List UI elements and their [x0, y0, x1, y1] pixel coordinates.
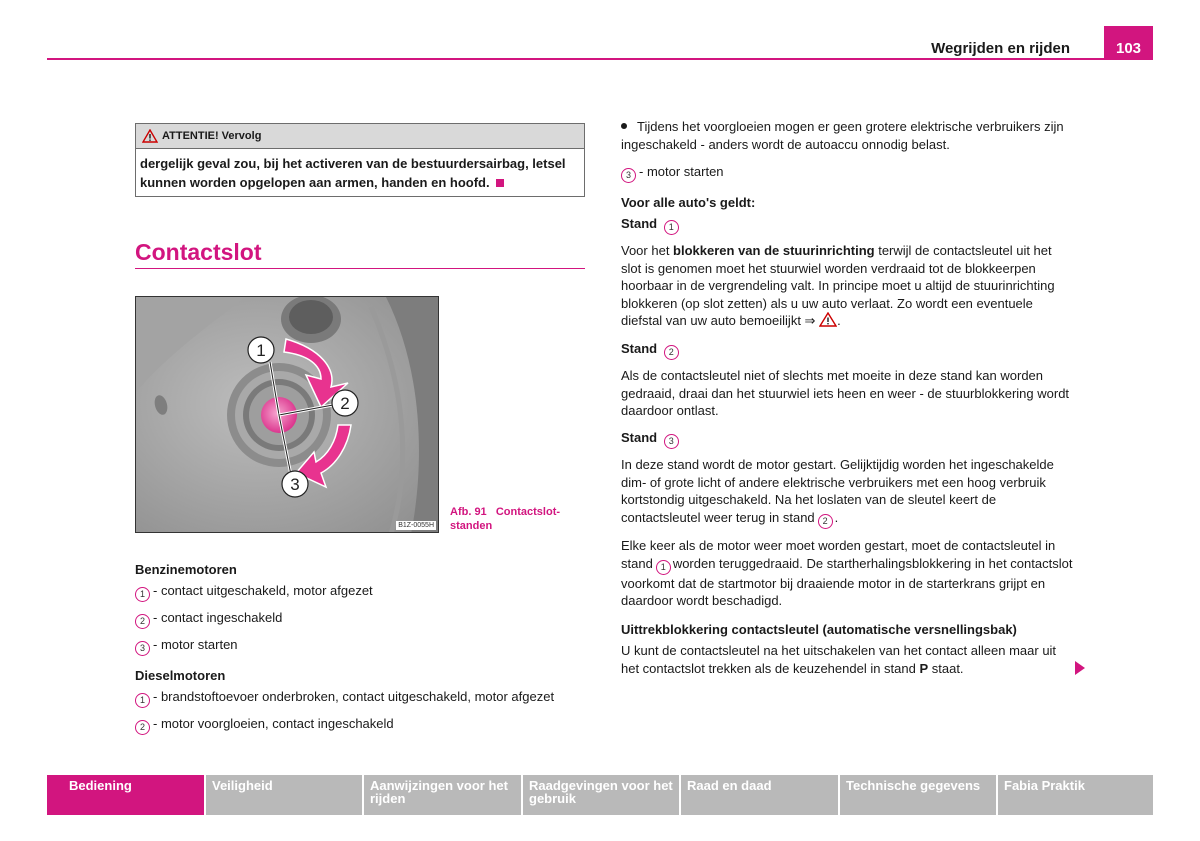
list-item [621, 163, 724, 183]
position-marker: 1 [135, 587, 150, 602]
list-item-text: - motor starten [639, 164, 724, 179]
stand-1-text-post: terwijl de contactsleutel uit het slot is genomen moet het stuurwiel worden verdraaid tot de blokkeerpen hoorbaar in de vergrendeling valt. In principe moet u altijd de stuurinrichting blokkeren (op slot zetten) als u uw auto verlaat. Zo wordt een eventuele diefstal van uw auto bemoeilijkt ⇒ [621, 243, 1055, 328]
figure-caption-text: Contactslot-standen [450, 506, 561, 532]
position-marker: 2 [135, 614, 150, 629]
uittrek-text [621, 642, 1071, 677]
chapter-title: Wegrijden en rijden [931, 40, 1070, 57]
tab-raadgevingen[interactable]: Raadgevingen voor het gebruik [523, 775, 679, 815]
list-item-text: - motor voorgloeien, contact ingeschakeld [153, 716, 394, 731]
stand-label: Stand [621, 430, 658, 445]
uittrek-text-bold: P [919, 660, 929, 676]
figure-caption-label: Afb. 91 [450, 506, 487, 518]
svg-text:3: 3 [290, 475, 300, 494]
header-rule [47, 58, 1153, 60]
tab-technische-gegevens[interactable]: Technische gegevens [840, 775, 996, 815]
diesel-heading: Dieselmotoren [135, 668, 226, 683]
section-title: Contactslot [135, 239, 262, 265]
warning-text [136, 149, 584, 196]
tab-veiligheid[interactable]: Veiligheid [206, 775, 362, 815]
tab-fabia-praktik[interactable]: Fabia Praktik [998, 775, 1153, 815]
stand-2-heading [621, 340, 681, 360]
chapter-tabs [47, 775, 1153, 815]
stand-3-heading [621, 429, 681, 449]
warning-body-text: dergelijk geval zou, bij het activeren van de bestuurdersairbag, letsel kunnen worden opgelopen aan armen, handen en hoofd. [140, 156, 566, 190]
stand-label: Stand [621, 341, 658, 356]
stand-1-heading [621, 215, 681, 235]
restart-text-post: worden teruggedraaid. De startherhalingsblokkering in het contactslot voorkomt dat de startmotor bij draaiende motor in de starterkrans grijpt en daardoor wordt beschadigd. [621, 555, 1073, 608]
list-item [135, 582, 373, 602]
list-item-text: - motor starten [153, 637, 238, 652]
position-marker: 2 [135, 720, 150, 735]
restart-paragraph [621, 537, 1073, 610]
list-item [135, 609, 282, 629]
list-item-text: - contact ingeschakeld [153, 610, 283, 625]
figure-caption [450, 505, 585, 533]
figure-code: B1Z-0055H [398, 522, 434, 529]
position-marker: 3 [664, 434, 679, 449]
tab-bediening[interactable]: Bediening [47, 775, 204, 815]
list-item-text: - brandstoftoevoer onderbroken, contact uitgeschakeld, motor afgezet [153, 689, 555, 704]
restart-text-pre: Elke keer als de motor weer moet worden gestart, moet de contactsleutel in stand [621, 538, 1056, 571]
warning-heading [136, 124, 584, 149]
callout-1 [248, 337, 274, 363]
uittrek-text-post: staat. [928, 660, 964, 676]
section-rule [135, 268, 585, 269]
preglow-note-text: Tijdens het voorgloeien mogen er geen grotere elektrische verbruikers zijn ingeschakeld - anders wordt de autoaccu onnodig belast. [621, 119, 1064, 152]
stand-label: Stand [621, 216, 658, 231]
stand-3-text: In deze stand wordt de motor gestart. Gelijktijdig worden het ingeschakelde dim- of grote licht of andere elektrische verbruikers met een hoog verbruik kortstondig uitgeschakeld. Na het loslaten van de sleutel keert de contactsleutel weer terug in stand 2 . [621, 456, 1073, 529]
position-marker: 3 [621, 168, 636, 183]
callout-2 [332, 390, 358, 416]
position-marker: 2 [664, 345, 679, 360]
list-item-text: - contact uitgeschakeld, motor afgezet [153, 583, 373, 598]
warning-heading-text: ATTENTIE! Vervolg [162, 130, 262, 142]
stand-3-text-body: In deze stand wordt de motor gestart. Gelijktijdig worden het ingeschakelde dim- of grote licht of andere elektrische verbruikers met een hoog verbruik kortstondig uitgeschakeld. Na het loslaten van de sleutel keert de contactsleutel weer terug in stand [621, 457, 1054, 525]
ignition-lock-figure [135, 296, 439, 533]
uittrek-heading: Uittrekblokkering contactsleutel (automatische versnellingsbak) [621, 622, 1017, 637]
tab-raad-en-daad[interactable]: Raad en daad [681, 775, 838, 815]
page-number: 103 [1104, 26, 1153, 60]
warning-triangle-icon [819, 312, 837, 327]
continued-arrow-icon [1075, 661, 1085, 675]
position-marker: 1 [664, 220, 679, 235]
tab-aanwijzingen[interactable]: Aanwijzingen voor het rijden [364, 775, 521, 815]
stand-1-text-bold: blokkeren van de stuurinrichting [673, 243, 875, 258]
end-of-section-mark [496, 179, 504, 187]
preglow-note [621, 118, 1076, 153]
callout-3 [282, 471, 308, 497]
all-cars-heading: Voor alle auto's geldt: [621, 195, 756, 210]
position-marker: 1 [656, 560, 671, 575]
svg-text:2: 2 [340, 394, 350, 413]
list-item [135, 715, 394, 735]
stand-1-text: Voor het blokkeren van de stuurinrichting terwijl de contactsleutel uit het slot is genomen moet het stuurwiel worden verdraaid tot de blokkeerpen hoorbaar in de vergrendeling valt. In principe moet u altijd de stuurinrichting blokkeren (op slot zetten) als u uw auto verlaat. Zo wordt een eventuele diefstal van uw auto bemoeilijkt ⇒ . [621, 243, 1055, 328]
ignition-lock-illustration [136, 297, 439, 533]
warning-triangle-icon [142, 129, 158, 143]
stand-2-text: Als de contactsleutel niet of slechts met moeite in deze stand kan worden gedraaid, draai dan het stuurwiel iets heen en weer - de stuurblokkering wordt daardoor ontlast. [621, 368, 1070, 418]
position-marker: 2 [818, 514, 833, 529]
uittrek-text-pre: U kunt de contactsleutel na het uitschakelen van het contact alleen maar uit het contactslot trekken als de keuzehendel in stand [621, 643, 1057, 676]
position-marker: 1 [135, 693, 150, 708]
list-item [135, 688, 554, 708]
svg-text:1: 1 [256, 341, 266, 360]
list-item [135, 636, 238, 656]
warning-box [135, 123, 585, 197]
position-marker: 3 [135, 641, 150, 656]
stand-1-text-pre: Voor het [621, 243, 674, 258]
benzine-heading: Benzinemotoren [135, 562, 237, 577]
